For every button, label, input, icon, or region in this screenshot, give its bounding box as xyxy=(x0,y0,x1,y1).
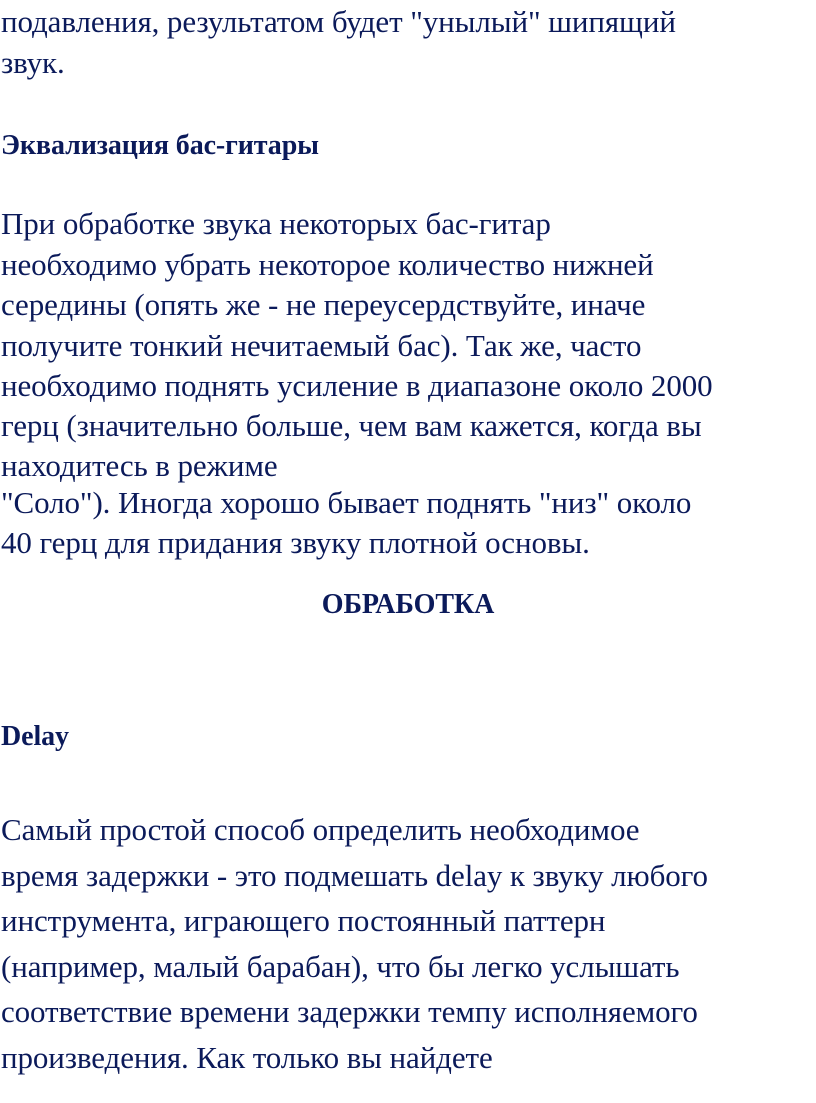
bass-eq-line-7: находитесь в режиме xyxy=(1,448,278,483)
delay-line-6: произведения. Как только вы найдете xyxy=(1,1040,493,1075)
bass-eq-line-2: необходимо убрать некоторое количество нижней xyxy=(1,247,654,282)
bass-eq-line-1: При обработке звука некоторых бас-гитар xyxy=(1,206,551,241)
intro-line-2: звук. xyxy=(1,45,65,80)
bass-eq-line-5: необходимо поднять усиление в диапазоне около 2000 xyxy=(1,368,713,403)
delay-line-1: Самый простой способ определить необходимое xyxy=(1,812,640,847)
intro-line-1: подавления, результатом будет "унылый" шипящий xyxy=(1,4,676,39)
delay-heading: Delay xyxy=(1,721,69,752)
bass-eq-line-3: середины (опять же - не переусердствуйте, иначе xyxy=(1,287,646,322)
bass-eq-line-8: "Соло"). Иногда хорошо бывает поднять "низ" около xyxy=(1,485,692,520)
delay-line-2: время задержки - это подмешать delay к звуку любого xyxy=(1,858,708,893)
bass-eq-line-4: получите тонкий нечитаемый бас). Так же, часто xyxy=(1,328,642,363)
delay-line-4: (например, малый барабан), что бы легко услышать xyxy=(1,949,680,984)
delay-line-3: инструмента, играющего постоянный паттерн xyxy=(1,903,606,938)
delay-line-5: соответствие времени задержки темпу исполняемого xyxy=(1,994,698,1029)
section-title: ОБРАБОТКА xyxy=(321,589,495,620)
bass-eq-heading: Эквализация бас-гитары xyxy=(1,130,319,161)
bass-eq-line-6: герц (значительно больше, чем вам кажется, когда вы xyxy=(1,408,702,443)
bass-eq-line-9: 40 герц для придания звуку плотной основы. xyxy=(1,525,590,560)
